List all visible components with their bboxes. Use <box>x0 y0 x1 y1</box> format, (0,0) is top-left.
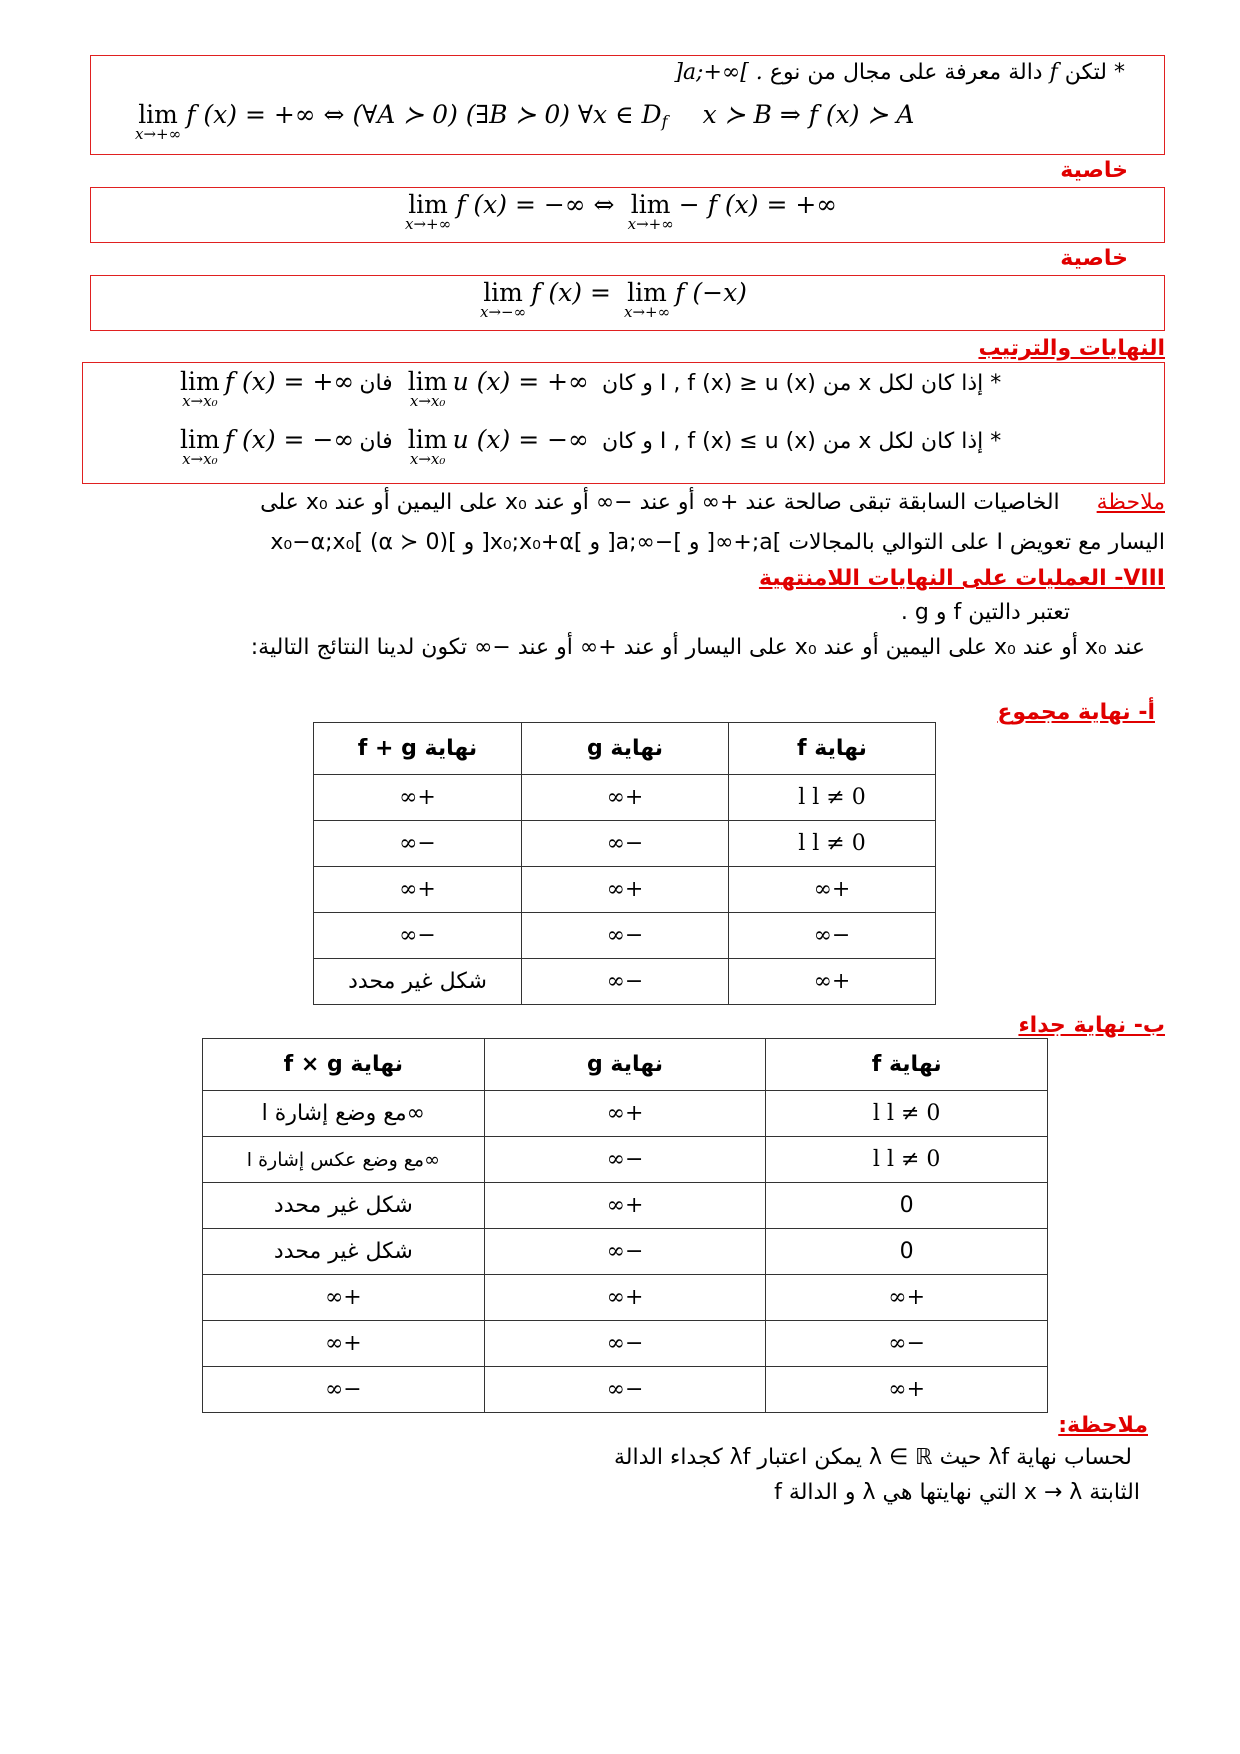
property-formula-1 <box>405 190 837 233</box>
table-row <box>203 1229 1048 1275</box>
intro-rest: دالة معرفة على مجال من نوع <box>769 60 1043 85</box>
table-cell: +∞ <box>729 867 936 913</box>
table-cell: شكل غير محدد <box>314 959 522 1005</box>
note-1-line-2: اليسار مع تعويض I على التوالي بالمجالات ]a;+∞[ و ]−∞;a[ و ]x₀;x₀+α[ و ]x₀−α;x₀[ (α ≻ 0) <box>270 530 1165 555</box>
table-row <box>203 1367 1048 1413</box>
table-cell: +∞ <box>484 1091 766 1137</box>
table-cell: −∞ <box>766 1321 1048 1367</box>
table-cell: +∞ <box>203 1321 485 1367</box>
lim-operator: lim x→+∞ <box>405 190 452 233</box>
lim-operator: lim x→−∞ <box>480 278 527 321</box>
order-1-f-limit: f (x) = +∞ <box>224 367 355 396</box>
definition-intro <box>225 60 1125 85</box>
table-row <box>314 867 936 913</box>
lim-operator: lim x→x₀ <box>180 425 220 468</box>
table-cell: l l ≠ 0 <box>729 821 936 867</box>
table-row <box>314 913 936 959</box>
table-row <box>203 1091 1048 1137</box>
property-1-right: − f (x) = +∞ <box>678 190 838 219</box>
table-cell: +∞ <box>766 1275 1048 1321</box>
table-cell: −∞ <box>484 1321 766 1367</box>
table-cell: l l ≠ 0 <box>766 1137 1048 1183</box>
order-title: النهايات والترتيب <box>978 336 1165 361</box>
property-formula-2 <box>480 278 747 321</box>
property-2-left: f (x) = <box>531 278 611 307</box>
lim-operator: lim x→x₀ <box>407 425 448 468</box>
table-cell: شكل غير محدد <box>203 1229 485 1275</box>
product-table <box>202 1038 1048 1413</box>
sum-header-fg: نهاية f + g <box>314 723 522 775</box>
table-cell: شكل غير محدد <box>203 1183 485 1229</box>
definition-tail: x ≻ B ⇒ f (x) ≻ A <box>702 100 915 129</box>
section-title: VIII- العمليات على النهايات اللامنتهية <box>758 566 1165 591</box>
definition-formula <box>135 100 914 143</box>
intro-f: f <box>1049 60 1058 85</box>
table-cell: +∞ <box>729 959 936 1005</box>
domain-subscript: f <box>661 112 668 132</box>
lim-operator: lim x→x₀ <box>180 367 220 410</box>
table-row <box>203 1183 1048 1229</box>
table-row <box>203 1137 1048 1183</box>
definition-equivalence: f (x) = +∞ ⇔ (∀A ≻ 0) (∃B ≻ 0) ∀x ∈ D <box>186 100 662 129</box>
table-cell: +∞ <box>314 775 522 821</box>
property-title-1: خاصية <box>1060 158 1128 183</box>
intro-interval: ]a;+∞[ . <box>674 60 763 85</box>
property-title-2: خاصية <box>1060 246 1128 271</box>
table-cell: 0 <box>766 1183 1048 1229</box>
table-cell: +∞ <box>484 1275 766 1321</box>
table-cell: −∞ <box>314 913 522 959</box>
table-cell: ∞مع وضع عكس إشارة l <box>203 1137 485 1183</box>
table-cell: +∞ <box>766 1367 1048 1413</box>
table-cell: −∞ <box>484 1229 766 1275</box>
table-cell: −∞ <box>522 959 729 1005</box>
note-2-line-2: الثابتة x → λ التي نهايتها هي λ و الدالة f <box>774 1480 1140 1505</box>
note-1-line-1 <box>85 490 1165 515</box>
table-cell: +∞ <box>484 1183 766 1229</box>
table-row <box>314 959 936 1005</box>
section-line-1: تعتبر دالتين f و g . <box>900 600 1070 625</box>
order-1-u-limit: u (x) = +∞ <box>452 367 589 396</box>
table-cell: +∞ <box>314 867 522 913</box>
order-line-1 <box>180 367 1001 410</box>
table-cell: ∞مع وضع إشارة l <box>203 1091 485 1137</box>
table-row <box>203 1275 1048 1321</box>
section-line-2: عند x₀ أو عند x₀ على اليمين أو عند x₀ على اليسار أو عند +∞ أو عند −∞ تكون لدينا النتائج التالية: <box>250 635 1145 660</box>
table-cell: l l ≠ 0 <box>729 775 936 821</box>
table-cell: +∞ <box>522 867 729 913</box>
table-row <box>314 775 936 821</box>
note-2-label: ملاحظة: <box>1058 1413 1148 1438</box>
table-cell: −∞ <box>203 1367 485 1413</box>
table-cell: +∞ <box>203 1275 485 1321</box>
intro-text: * لتكن <box>1064 60 1125 85</box>
sum-table <box>313 722 936 1005</box>
table-cell: −∞ <box>314 821 522 867</box>
lim-operator: lim x→x₀ <box>407 367 448 410</box>
product-title: ب- نهاية جداء <box>1018 1013 1165 1038</box>
order-1-then: فان <box>359 371 393 396</box>
note-2-line-1: لحساب نهاية λf حيث λ ∈ ℝ يمكن اعتبار λf كجداء الدالة <box>614 1445 1132 1470</box>
table-cell: −∞ <box>522 821 729 867</box>
order-2-condition: * إذا كان لكل x من I , f (x) ≤ u (x) و كان <box>601 429 1002 454</box>
table-cell: −∞ <box>484 1137 766 1183</box>
table-row <box>314 821 936 867</box>
table-cell: −∞ <box>729 913 936 959</box>
table-cell: −∞ <box>522 913 729 959</box>
order-2-f-limit: f (x) = −∞ <box>224 425 355 454</box>
lim-operator: lim x→+∞ <box>135 100 182 143</box>
order-2-then: فان <box>359 429 393 454</box>
order-2-u-limit: u (x) = −∞ <box>452 425 589 454</box>
lim-operator: lim x→+∞ <box>627 190 674 233</box>
table-cell: l l ≠ 0 <box>766 1091 1048 1137</box>
table-row <box>203 1321 1048 1367</box>
note-1-label: ملاحظة <box>1096 490 1165 515</box>
property-2-right: f (−x) <box>675 278 747 307</box>
sum-title: أ- نهاية مجموع <box>997 700 1155 725</box>
product-header-f: نهاية f <box>766 1039 1048 1091</box>
product-header-fg: نهاية f × g <box>203 1039 485 1091</box>
table-cell: 0 <box>766 1229 1048 1275</box>
sum-header-g: نهاية g <box>522 723 729 775</box>
sum-header-f: نهاية f <box>729 723 936 775</box>
order-line-2 <box>180 425 1001 468</box>
table-cell: −∞ <box>484 1367 766 1413</box>
property-1-left: f (x) = −∞ ⇔ <box>456 190 615 219</box>
product-header-g: نهاية g <box>484 1039 766 1091</box>
table-cell: +∞ <box>522 775 729 821</box>
lim-operator: lim x→+∞ <box>623 278 671 321</box>
order-1-condition: * إذا كان لكل x من I , f (x) ≥ u (x) و كان <box>601 371 1002 396</box>
note-1-text-1: الخاصيات السابقة تبقى صالحة عند +∞ أو عند −∞ أو عند x₀ على اليمين أو عند x₀ على <box>260 490 1060 515</box>
